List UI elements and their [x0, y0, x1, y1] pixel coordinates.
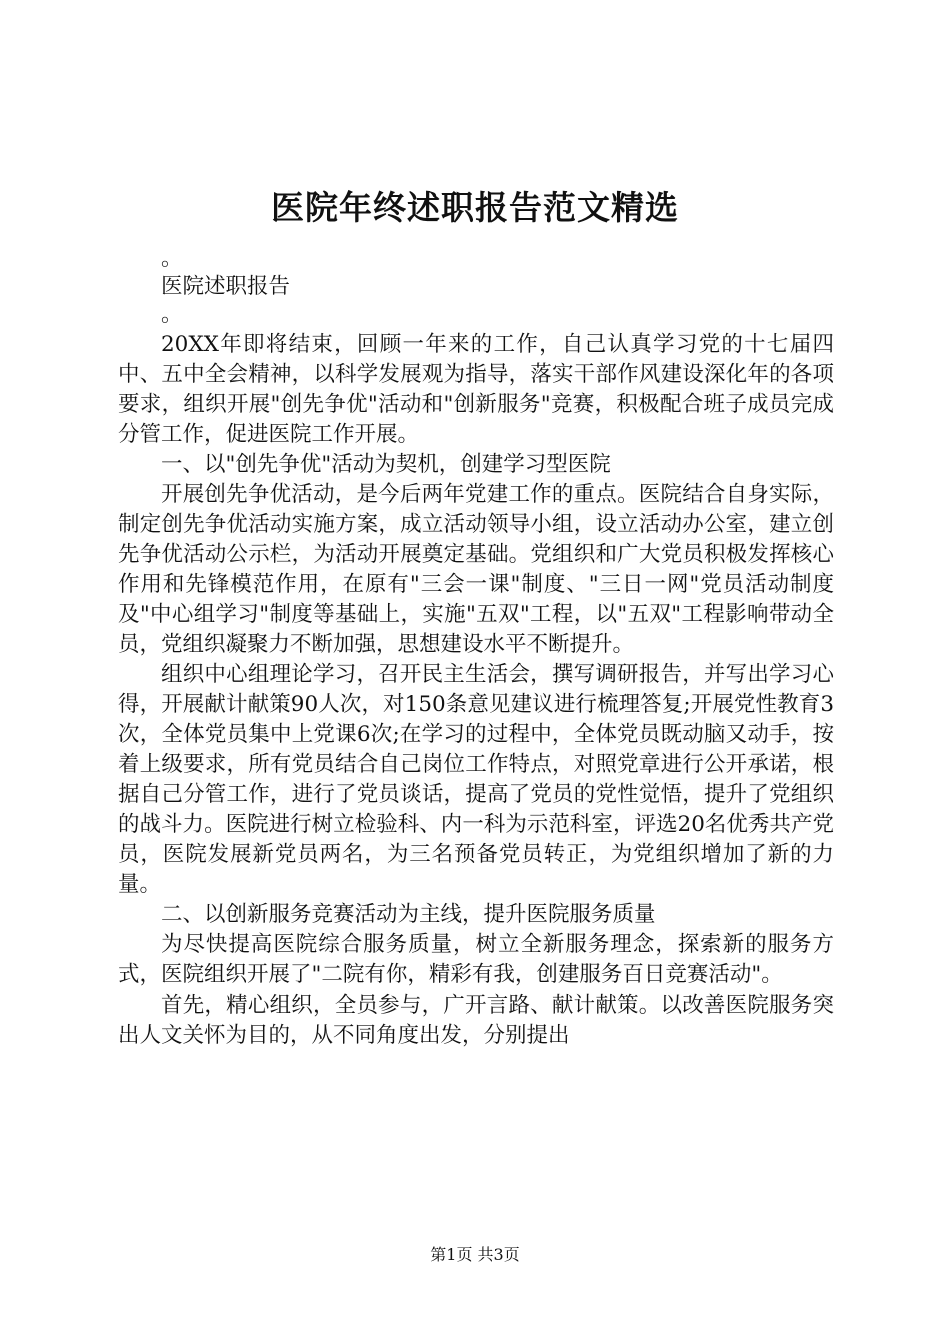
section-heading-2: 二、以创新服务竞赛活动为主线，提升医院服务质量	[161, 902, 656, 927]
document-body	[118, 245, 834, 1051]
subtitle: 医院述职报告	[161, 274, 291, 299]
paragraph: 组织中心组理论学习，召开民主生活会，撰写调研报告，并写出学习心得，开展献计献策90人次，对150条意见建议进行梳理答复;开展党性教育3次，全体党员集中上党课6次;在学习的过程中，全体党员既动脑又动手，按着上级要求，所有党员结合自己岗位工作特点，对照党章进行公开承诺，根据自己分管工作，进行了党员谈话，提高了党员的党性觉悟，提升了党组织的战斗力。医院进行树立检验科、内一科为示范科室，评选20名优秀共产党员，医院发展新党员两名，为三名预备党员转正，为党组织增加了新的力量。	[118, 662, 834, 897]
paragraph: 为尽快提高医院综合服务质量，树立全新服务理念，探索新的服务方式，医院组织开展了"二院有你，精彩有我，创建服务百日竞赛活动"。	[118, 932, 834, 987]
paragraph-mark: 。	[161, 302, 183, 327]
paragraph: 开展创先争优活动，是今后两年党建工作的重点。医院结合自身实际，制定创先争优活动实施方案，成立活动领导小组，设立活动办公室，建立创先争优活动公示栏，为活动开展奠定基础。党组织和广大党员积极发挥核心作用和先锋模范作用，在原有"三会一课"制度、"三日一网"党员活动制度及"中心组学习"制度等基础上，实施"五双"工程，以"五双"工程影响带动全员，党组织凝聚力不断加强，思想建设水平不断提升。	[118, 482, 834, 657]
paragraph-mark: 。	[161, 246, 183, 271]
document-title: 医院年终述职报告范文精选	[271, 188, 679, 227]
paragraph-intro: 20XX年即将结束，回顾一年来的工作，自己认真学习党的十七届四中、五中全会精神，以科学发展观为指导，落实干部作风建设深化年的各项要求，组织开展"创先争优"活动和"创新服务"竞赛，积极配合班子成员完成分管工作，促进医院工作开展。	[118, 332, 834, 447]
section-heading-1: 一、以"创先争优"活动为契机，创建学习型医院	[161, 452, 611, 477]
paragraph: 首先，精心组织，全员参与，广开言路、献计献策。以改善医院服务突出人文关怀为目的，从不同角度出发，分别提出	[118, 993, 834, 1048]
page-footer: 第1页 共3页	[430, 1245, 520, 1264]
